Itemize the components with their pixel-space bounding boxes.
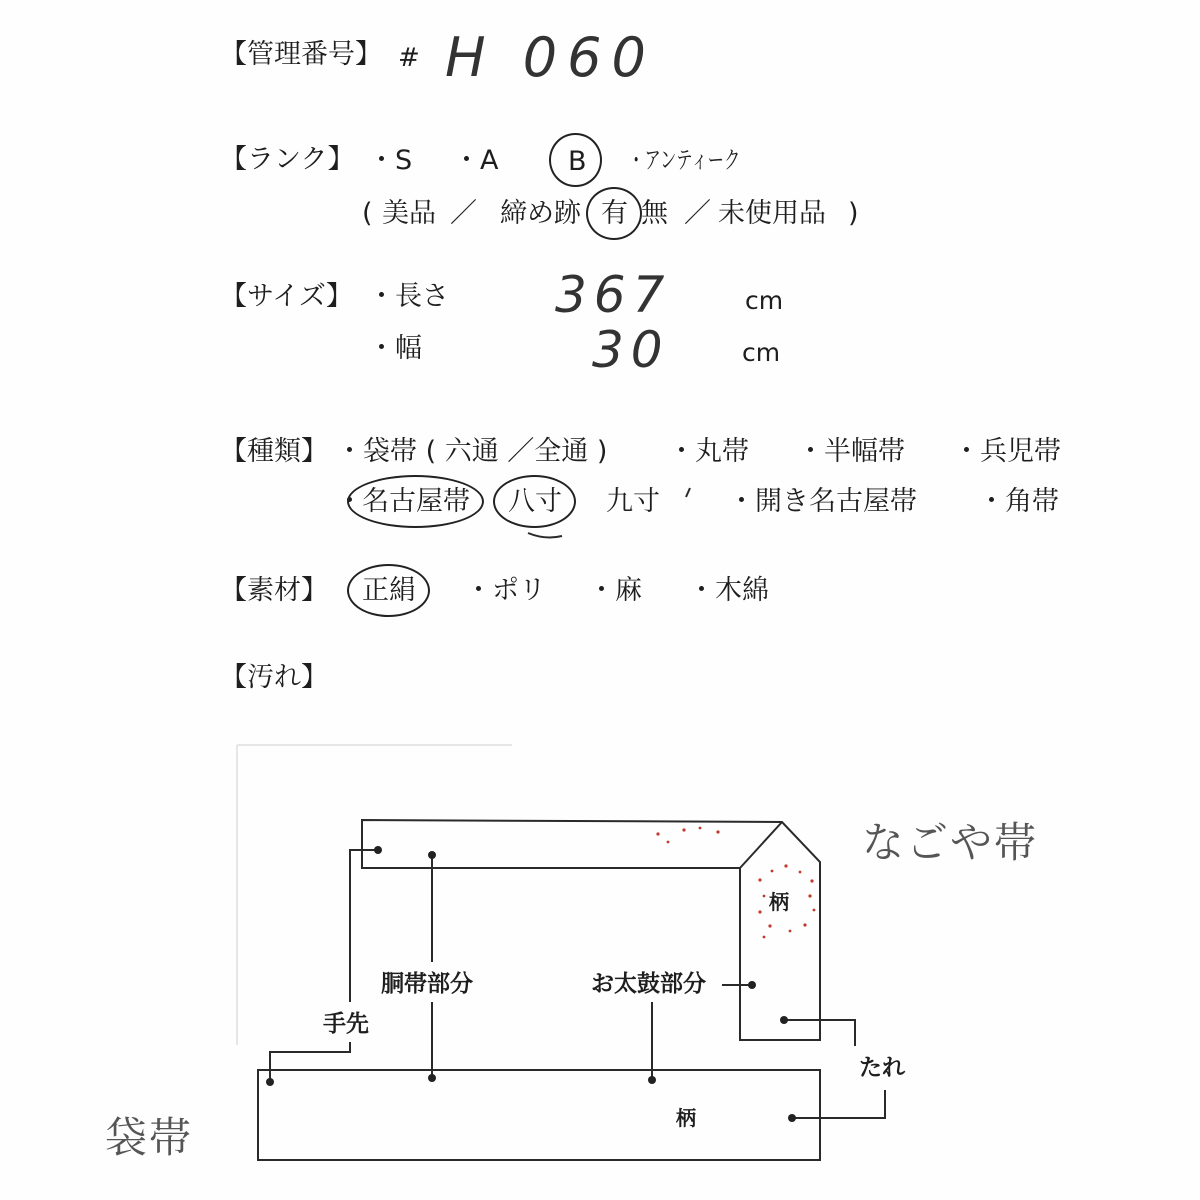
rank-option-s: ・S (368, 145, 413, 176)
rank-option-b: B (568, 146, 587, 177)
size-length-label: ・長さ (368, 281, 449, 312)
stain-dot (799, 871, 802, 874)
type-heko-obi: ・兵児帯 (953, 436, 1061, 467)
rank-option-antique: ・アンティーク (628, 146, 741, 174)
type-kaku-obi: ・角帯 (978, 486, 1059, 517)
tare-leader-lower (792, 1090, 885, 1118)
tesaki-label: 手先 (323, 1011, 369, 1037)
otaiko-label: お太鼓部分 (591, 971, 706, 997)
stain-dot (667, 841, 670, 844)
condition-tie-marks-yes: 有 (601, 198, 628, 229)
stain-dot (784, 864, 787, 867)
type-hanhaba-obi: ・半幅帯 (797, 436, 905, 467)
stain-dot (763, 895, 766, 898)
stain-dot (803, 923, 806, 926)
dou-nagoya-dot (428, 851, 436, 859)
fukuro-obi-title: 袋帯 (105, 1113, 194, 1162)
size-width-unit: cm (742, 338, 781, 367)
type-fukuro-obi: ・袋帯 ( 六通 ／全通 ) (336, 436, 608, 467)
material-poly: ・ポリ (465, 575, 546, 606)
material-linen: ・麻 (588, 575, 642, 606)
kyusun-tick-mark (686, 488, 690, 497)
fukuro-obi-outline (258, 1070, 820, 1160)
tesaki-leader-lower (270, 1042, 350, 1082)
stain-dot (758, 910, 761, 913)
tesaki-fukuro-dot (266, 1078, 274, 1086)
type-kyusun: 九寸 (606, 486, 660, 517)
stain-marks (656, 827, 815, 939)
tare-fukuro-dot (788, 1114, 796, 1122)
condition-tie-marks-no: 無 (641, 198, 668, 229)
stain-dot (771, 870, 774, 873)
condition-separator: ／ (450, 198, 477, 229)
stain-dot (682, 828, 685, 831)
type-hiraki-nagoya-obi: ・開き名古屋帯 (728, 486, 917, 517)
condition-separator: ／ (684, 198, 711, 229)
condition-mint: 美品 (382, 198, 436, 229)
stain-dot (808, 894, 811, 897)
stain-dot (699, 827, 702, 830)
condition-unused: 未使用品 (718, 198, 826, 229)
type-label: 【種類】 (220, 436, 328, 467)
size-label: 【サイズ】 (220, 281, 353, 312)
management-number-value: H 060 (445, 26, 656, 89)
hachisun-circle-tail (528, 533, 562, 537)
dou-label: 胴帯部分 (381, 971, 473, 997)
rank-label: 【ランク】 (220, 144, 355, 175)
otaiko-nagoya-dot (748, 981, 756, 989)
stain-dot (810, 879, 813, 882)
material-cotton: ・木綿 (688, 575, 769, 606)
type-nagoya-bullet: ・ (336, 486, 363, 517)
tare-nagoya-dot (780, 1016, 788, 1024)
management-number-label: 【管理番号】 (220, 39, 382, 70)
otaiko-fukuro-dot (648, 1076, 656, 1084)
type-maru-obi: ・丸帯 (668, 436, 749, 467)
type-hassun: 八寸 (508, 486, 562, 517)
stain-dot (656, 832, 659, 835)
size-length-value: 367 (555, 266, 672, 324)
condition-open-paren: ( (362, 198, 373, 229)
fukuro-pattern-label: 柄 (676, 1106, 696, 1130)
nagoya-obi-fold-line (740, 822, 782, 868)
size-width-label: ・幅 (368, 333, 422, 364)
stain-dot (789, 930, 792, 933)
material-label: 【素材】 (220, 575, 328, 606)
tesaki-nagoya-dot (374, 846, 382, 854)
size-length-unit: cm (745, 286, 784, 315)
stains-label: 【汚れ】 (220, 662, 328, 693)
sheet-border (237, 745, 512, 1045)
stain-dot (768, 924, 771, 927)
dou-fukuro-dot (428, 1074, 436, 1082)
tare-label: たれ (859, 1055, 905, 1081)
nagoya-pattern-label: 柄 (769, 890, 789, 914)
stain-dot (763, 936, 766, 939)
material-silk: 正絹 (362, 575, 416, 606)
stain-dot (758, 878, 761, 881)
nagoya-obi-title: なごや帯 (862, 818, 1039, 867)
type-nagoya-obi: 名古屋帯 (362, 486, 470, 517)
condition-tie-marks: 締め跡 (500, 198, 581, 229)
stain-dot (716, 830, 719, 833)
tesaki-leader-upper (350, 850, 378, 1002)
management-number-prefix: # (398, 43, 420, 73)
stain-dot (813, 909, 816, 912)
condition-close-paren: ) (848, 198, 859, 229)
size-width-value: 30 (592, 321, 670, 379)
rank-option-a: ・A (453, 145, 499, 176)
